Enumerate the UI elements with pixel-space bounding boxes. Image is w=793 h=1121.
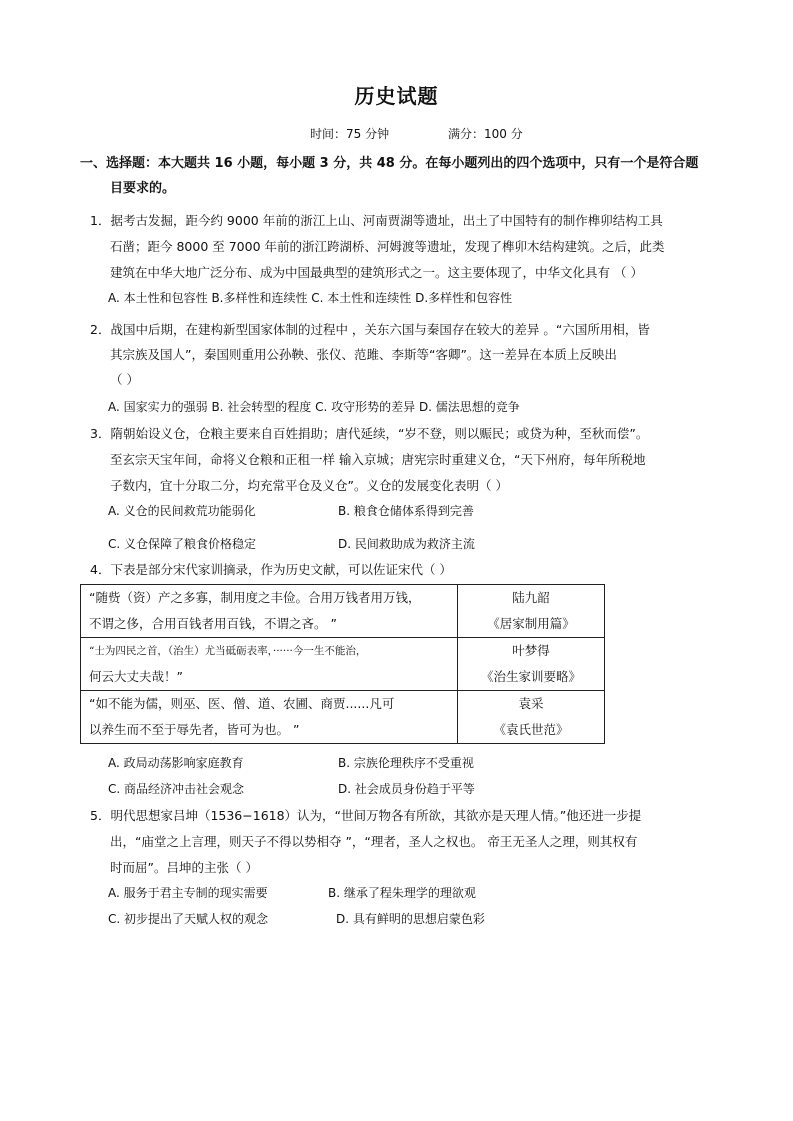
source-author: 叶梦得 <box>512 643 550 658</box>
table-row <box>81 638 605 691</box>
q5-line: 5．明代思想家吕坤（1536−1618）认为，“世间万物各有所欲，其欲亦是天理人情。”他还进一步提 <box>90 808 642 823</box>
quote-line: “士为四民之首，（治生）尤当砥砺表率，······今一生不能治， <box>89 645 367 657</box>
q2-options: A. 国家实力的强弱 B. 社会转型的程度 C. 攻守形势的差异 D. 儒法思想的竞争 <box>108 400 520 414</box>
family-instructions-table <box>80 584 605 744</box>
q3-option-a: A. 义仓的民间救荒功能弱化 <box>108 504 256 518</box>
q3-option-d: D. 民间救助成为救济主流 <box>338 537 475 551</box>
q3-option-c: C. 义仓保障了粮食价格稳定 <box>108 537 257 551</box>
table-cell-source <box>458 585 605 638</box>
table-cell-quote <box>81 585 458 638</box>
source-book: 《居家制用篇》 <box>487 616 575 631</box>
q4-stem: 4．下表是部分宋代家训摘录，作为历史文献，可以佐证宋代（ ） <box>90 562 452 577</box>
quote-line: 何云大丈夫哉！” <box>89 669 183 684</box>
q1-line: 1．据考古发掘，距今约 9000 年前的浙江上山、河南贾湖等遗址，出土了中国特有的制作榫卯结构工具 <box>90 213 663 228</box>
q2-line: （ ） <box>110 372 139 387</box>
q4-option-a: A. 政局动荡影响家庭教育 <box>108 756 244 770</box>
q5-line: 出，“庙堂之上言理，则天子不得以势相夺 ”，“理者，圣人之权也。 帝王无圣人之理，则其权有 <box>110 834 638 849</box>
table-cell-quote <box>81 691 458 744</box>
table-cell-source <box>458 691 605 744</box>
quote-line: 不谓之侈，合用百钱者用百钱，不谓之吝。 ” <box>89 616 337 631</box>
quote-line: “如不能为儒，则巫、医、僧、道、农圃、商贾......凡可 <box>89 696 395 711</box>
table-row <box>81 691 605 744</box>
q2-line: 2．战国中后期，在建构新型国家体制的过程中 ，关东六国与秦国存在较大的差异 。“六国所用相，皆 <box>90 322 650 337</box>
source-author: 陆九韶 <box>512 590 550 605</box>
q1-line: 石凿；距今 8000 至 7000 年前的浙江跨湖桥、河姆渡等遗址，发现了榫卯木结构建筑。之后，此类 <box>110 239 665 254</box>
table-cell-quote <box>81 638 458 691</box>
section-heading-cont: 目要求的。 <box>110 181 176 196</box>
section-heading: 一、选择题：本大题共 16 小题，每小题 3 分，共 48 分。在每小题列出的四个选项中，只有一个是符合题 <box>80 156 699 171</box>
q4-option-d: D. 社会成员身份趋于平等 <box>338 782 475 796</box>
table-row <box>81 585 605 638</box>
q5-option-b: B. 继承了程朱理学的理欲观 <box>328 886 476 900</box>
q2-line: 其宗族及国人”，秦国则重用公孙鞅、张仪、范雎、李斯等“客卿”。这一差异在本质上反映出 <box>110 347 617 362</box>
exam-score: 满分：100 分 <box>448 127 523 141</box>
quote-line: 以养生而不至于辱先者，皆可为也。 ” <box>89 722 300 737</box>
source-author: 袁采 <box>518 696 544 711</box>
q1-options: A. 本土性和包容性 B.多样性和连续性 C. 本土性和连续性 D.多样性和包容性 <box>108 291 513 305</box>
q3-line: 子数内，宜十分取二分，均充常平仓及义仓”。义仓的发展变化表明（ ） <box>110 478 508 493</box>
q5-line: 时而屈”。吕坤的主张（ ） <box>110 860 258 875</box>
source-book: 《袁氏世范》 <box>493 722 569 737</box>
table-cell-source <box>458 638 605 691</box>
quote-line: “随赀（资）产之多寡，制用度之丰俭。合用万钱者用万钱， <box>89 590 421 605</box>
source-book: 《治生家训要略》 <box>480 669 581 684</box>
q3-line: 3．隋朝始设义仓，仓粮主要来自百姓捐助；唐代延续，“岁不登，则以赈民；或贷为种，至秋而偿”。 <box>90 426 649 441</box>
q3-option-b: B. 粮食仓储体系得到完善 <box>338 504 474 518</box>
q4-option-b: B. 宗族伦理秩序不受重视 <box>338 756 474 770</box>
q5-option-a: A. 服务于君主专制的现实需要 <box>108 886 268 900</box>
q1-line: 建筑在中华大地广泛分布、成为中国最典型的建筑形式之一。这主要体现了，中华文化具有 （ ） <box>110 265 643 280</box>
q5-option-c: C. 初步提出了天赋人权的观念 <box>108 912 269 926</box>
exam-time: 时间：75 分钟 <box>310 127 390 141</box>
q5-option-d: D. 具有鲜明的思想启蒙色彩 <box>336 912 485 926</box>
q3-line: 至玄宗天宝年间，命将义仓粮和正租一样 输入京城；唐宪宗时重建义仓，“天下州府，每年所税地 <box>110 452 646 467</box>
q4-option-c: C. 商品经济冲击社会观念 <box>108 782 245 796</box>
page-title: 历史试题 <box>354 84 439 108</box>
